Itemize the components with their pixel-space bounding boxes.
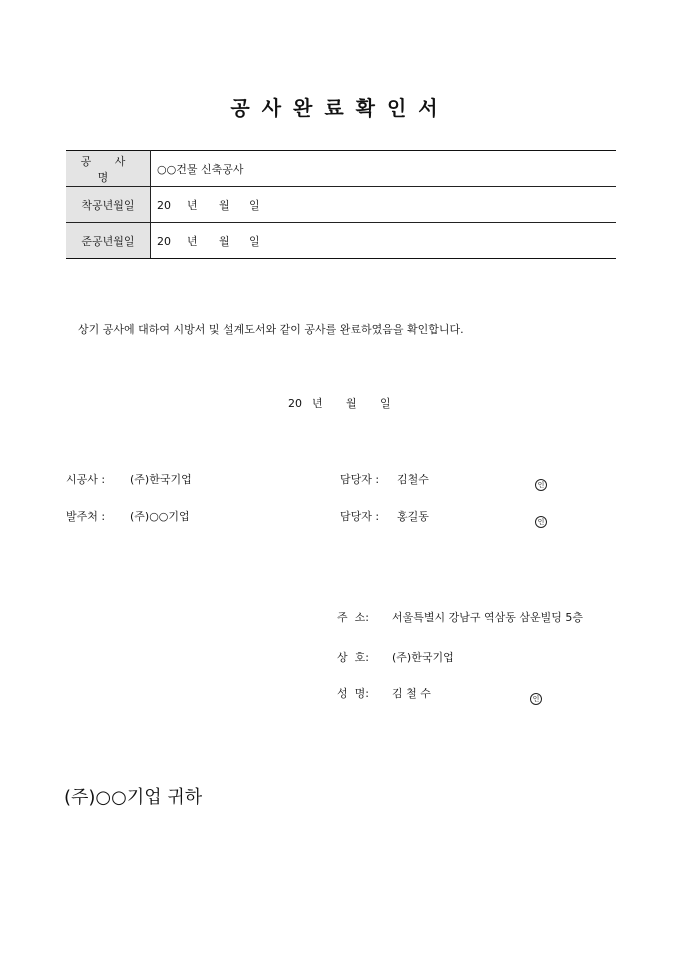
end-date-value <box>151 223 617 259</box>
issuer-address: 서울특별시 강남구 역삼동 삼운빌딩 5층 <box>392 611 583 624</box>
end-date-label: 준공년월일 <box>66 223 151 259</box>
addressee: (주)○○기업 귀하 <box>64 787 203 808</box>
client-name: (주)○○기업 <box>130 510 190 523</box>
project-info-table <box>66 150 616 259</box>
contractor-label: 시공사 : <box>66 473 106 486</box>
client-manager-label: 담당자 : <box>340 510 380 523</box>
issuer-address-label: 주 소: <box>337 611 369 624</box>
start-date-day-unit: 일 <box>249 198 260 212</box>
project-name-row <box>66 151 616 187</box>
start-date-row <box>66 187 616 223</box>
contractor-manager-label: 담당자 : <box>340 473 380 486</box>
issue-date-month-unit: 월 <box>346 397 357 410</box>
contractor-manager: 김철수 <box>397 473 429 486</box>
start-date-year: 20 <box>157 198 171 212</box>
start-date-year-unit: 년 <box>187 198 198 212</box>
end-date-row <box>66 223 616 259</box>
issue-date-year-unit: 년 <box>312 397 323 410</box>
start-date-label: 착공년월일 <box>66 187 151 223</box>
document-title: 공사완료확인서 <box>230 96 450 120</box>
project-name-label: 공 사 명 <box>66 151 151 187</box>
issuer-name-label: 성 명: <box>337 687 369 700</box>
end-date-month-unit: 월 <box>219 234 230 248</box>
issuer-company-label: 상 호: <box>337 651 369 664</box>
issue-date <box>288 395 391 411</box>
start-date-value <box>151 187 617 223</box>
client-manager: 홍길동 <box>397 510 429 523</box>
end-date-year-unit: 년 <box>187 234 198 248</box>
project-name-value: ○○건물 신축공사 <box>151 151 617 187</box>
confirmation-statement: 상기 공사에 대하여 시방서 및 설계도서와 같이 공사를 완료하였음을 확인합니다. <box>78 323 464 336</box>
start-date-month-unit: 월 <box>219 198 230 212</box>
issue-date-year: 20 <box>288 397 302 410</box>
client-seal-icon: 인 <box>535 516 547 528</box>
contractor-name: (주)한국기업 <box>130 473 192 486</box>
issuer-company: (주)한국기업 <box>392 651 454 664</box>
contractor-seal-icon: 인 <box>535 479 547 491</box>
issuer-name: 김 철 수 <box>392 687 431 700</box>
issuer-seal-icon: 인 <box>530 693 542 705</box>
end-date-year: 20 <box>157 234 171 248</box>
issue-date-day-unit: 일 <box>380 397 391 410</box>
client-label: 발주처 : <box>66 510 106 523</box>
end-date-day-unit: 일 <box>249 234 260 248</box>
